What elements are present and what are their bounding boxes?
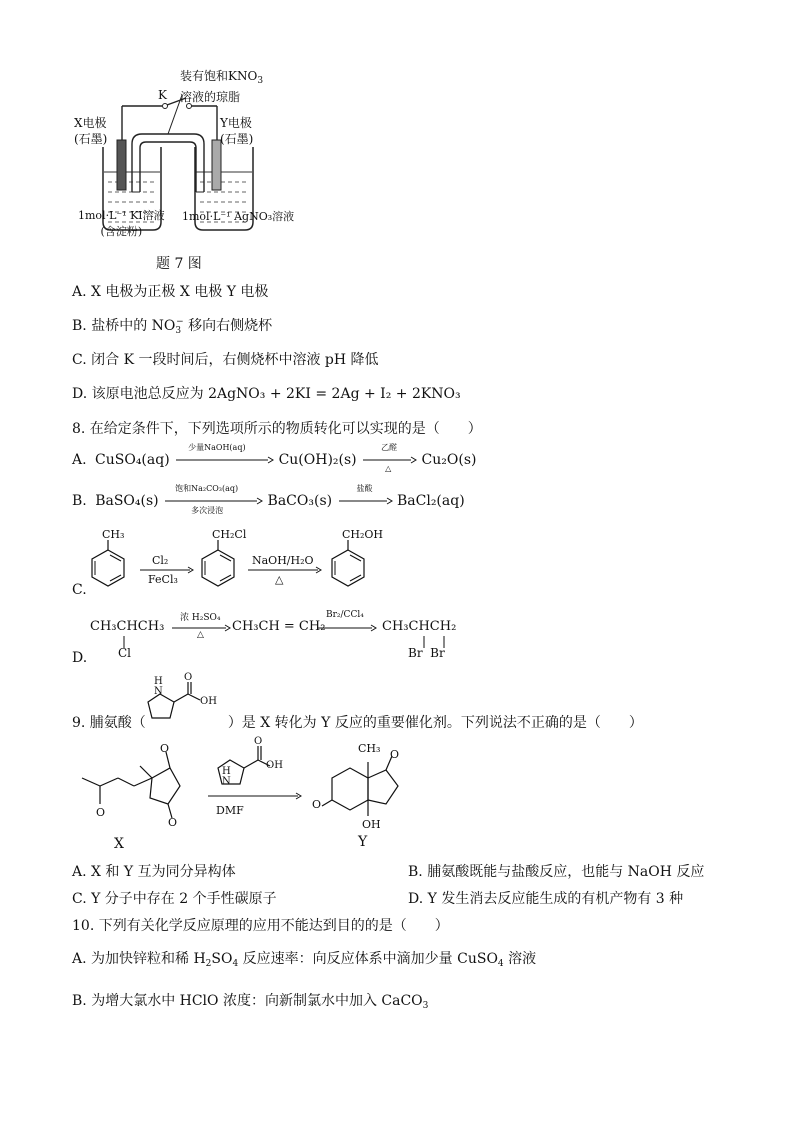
proline-o: O [184,672,193,683]
q8-d-arrow-2 [318,624,378,632]
q10-stem: 10. 下列有关化学反应原理的应用不能达到目的的是（ ） [72,918,449,934]
q8-c-condition-1: Cl₂ [152,554,169,567]
q7-option-b: B. 盐桥中的 $NO_3^-$ 移向右侧烧杯 [72,317,273,336]
cat-o: O [254,736,263,747]
proline-n: N [154,686,163,697]
q7-option-c: C. 闭合 K 一段时间后，右侧烧杯中溶液 pH 降低 [72,352,379,368]
q8-c-substituent-3: CH₂OH [342,528,384,541]
fig7-x-electrode-label: X电极 (石墨) [74,116,108,146]
q9-option-d: D. Y 发生消去反应能生成的有机产物有 3 种 [408,891,684,907]
proline-oh: OH [200,696,217,707]
q8-option-a: A. CuSO₄(aq) 少量NaOH(aq) Cu(OH)₂(s) 乙醛 △ Cu₂O(s) [72,443,477,473]
x-ketone-o-2: O [168,816,178,829]
q8-d-reactant-cl: Cl [118,646,132,660]
q9-option-a: A. X 和 Y 互为同分异构体 [72,864,236,880]
cat-n: N [222,776,231,787]
x-label: X [114,836,124,852]
q9-stem: 9. 脯氨酸（ ）是 X 转化为 Y 反应的重要催化剂。下列说法不正确的是（ ） [72,715,643,731]
y-ring-o: O [312,798,322,811]
q10-option-a: A. 为加快锌粒和稀 $H_2SO_4$ 反应速率：向反应体系中滴加少量 CuSO$_4$ 溶液 [72,951,537,969]
cat-oh: OH [266,760,283,771]
cat-h: H [222,766,231,777]
q8-c-substituent-1: CH₃ [102,528,125,541]
q8-c-substituent-2: CH₂Cl [212,528,247,541]
q8-d-cond-1: 浓 H₂SO₄ [180,613,221,623]
q8-option-b: B. BaSO₄(s) 饱和Na₂CO₃(aq) 多次浸泡 BaCO₃(s) 盐酸 BaCl₂(aq) [72,484,465,515]
q8-option-c-label: C. [72,582,87,598]
q9-option-c: C. Y 分子中存在 2 个手性碳原子 [72,891,277,907]
dmf-label: DMF [216,804,244,817]
y-ch3: CH₃ [358,742,381,755]
q8-d-cond-1b: △ [197,630,204,640]
q8-stem: 8. 在给定条件下，下列选项所示的物质转化可以实现的是（ ） [72,421,482,437]
y-oh: OH [362,818,381,831]
q8-d-product-1: CH₃CH = CH₂ [232,619,326,634]
q10-option-b: B. 为增大氯水中 HClO 浓度：向新制氯水中加入 CaCO$_3$ [72,993,429,1011]
q8-d-bonds [80,634,460,654]
q8-c-condition-1b: FeCl₃ [148,573,178,586]
q8-d-product-2: CH₃CHCH₂ [382,619,457,634]
fig7-switch-label: K [158,88,167,102]
q9-option-b: B. 脯氨酸既能与盐酸反应，也能与 NaOH 反应 [408,864,705,880]
q8-d-reactant: CH₃CHCH₃ [90,619,165,634]
y-ketone-o: O [390,748,400,761]
fig7-saltbridge-label: 装有饱和$KNO_3$ 溶液的琼脂 [180,69,264,104]
y-label: Y [358,834,368,850]
fig7-right-solution-label: 1mol·L⁻¹ AgNO₃溶液 [182,210,295,223]
q8-c-condition-2: NaOH/H₂O [252,554,314,567]
q8-option-d-label: D. [72,650,88,666]
q7-option-a: A. X 电极为正极 X 电极 Y 电极 [72,284,269,300]
proline-h: H [154,676,163,687]
fig7-left-solution-label: 1mol·L⁻¹ KI溶液 (含淀粉) [78,209,165,238]
q8-d-cond-2: Br₂/CCl₄ [326,610,364,620]
q8-c-condition-2b: △ [275,573,284,586]
x-ketone-o-3: O [96,806,106,819]
q7-option-d: D. 该原电池总反应为 2AgNO₃ + 2KI = 2Ag + I₂ + 2KNO₃ [72,386,461,402]
fig7-caption: 题 7 图 [156,256,202,272]
x-ketone-o-1: O [160,742,170,755]
fig7-y-electrode-label: Y电极 (石墨) [220,116,254,146]
q8-d-product-2-br: Br Br [408,646,445,660]
